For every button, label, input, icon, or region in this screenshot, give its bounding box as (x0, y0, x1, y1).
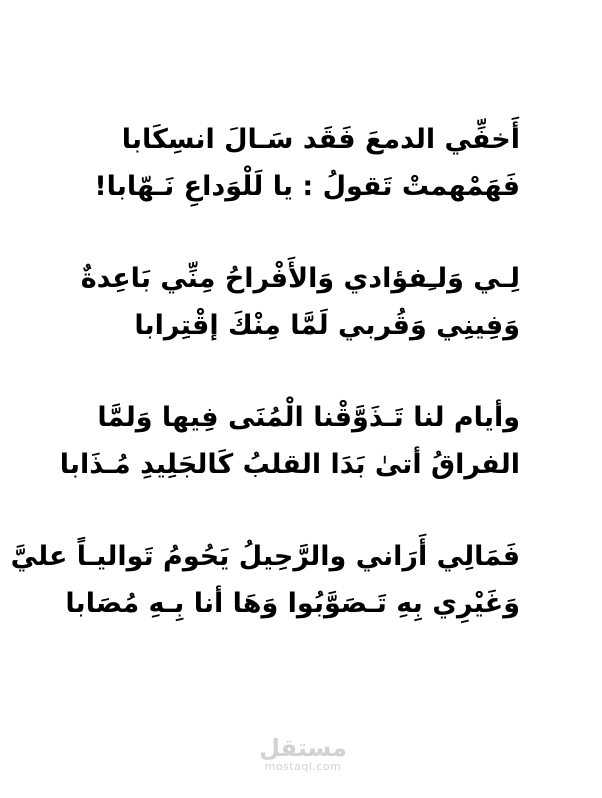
verse-line: فَهَمْهمتْ تَقولُ : يا لَلْوَداعِ نَـهّابا! (94, 171, 520, 202)
stanza-4 (10, 533, 520, 627)
poem (10, 116, 520, 672)
verse-line: وَغَيْرِي بِهِ تَـصَوَّبُوا وَهَا أنا بِـهِ مُصَابا (65, 588, 520, 619)
verse-line: وأيام لنا تَـذَوَّقْنا الْمُنَى فِيها وَلمَّا (97, 402, 520, 433)
verse-line: الفراقُ أتىٰ بَدَا القلبُ كَالجَلِيدِ مُـذَابا (59, 449, 520, 480)
verse-line: أَخفِّي الدمعَ فَقَد سَـالَ انسِكَابا (121, 124, 520, 155)
watermark-latin: mostaql.com (264, 760, 342, 773)
verse-line: فَمَالِي أَرَاني والرَّحِيلُ يَحُومُ تَواليـاً عليَّ (10, 541, 520, 572)
stanza-3 (50, 394, 520, 488)
verse-line: لِـي وَلـِفؤادي وَالأَفْراحُ مِنِّي بَاعِدةٌ (80, 263, 520, 294)
watermark-logo (258, 735, 348, 773)
stanza-1 (50, 116, 520, 210)
stanza-2 (50, 255, 520, 349)
verse-line: وَفِينِي وَقُربي لَمَّا مِنْكَ إقْتِرابا (134, 310, 520, 341)
watermark-arabic: مستقل (259, 734, 347, 762)
